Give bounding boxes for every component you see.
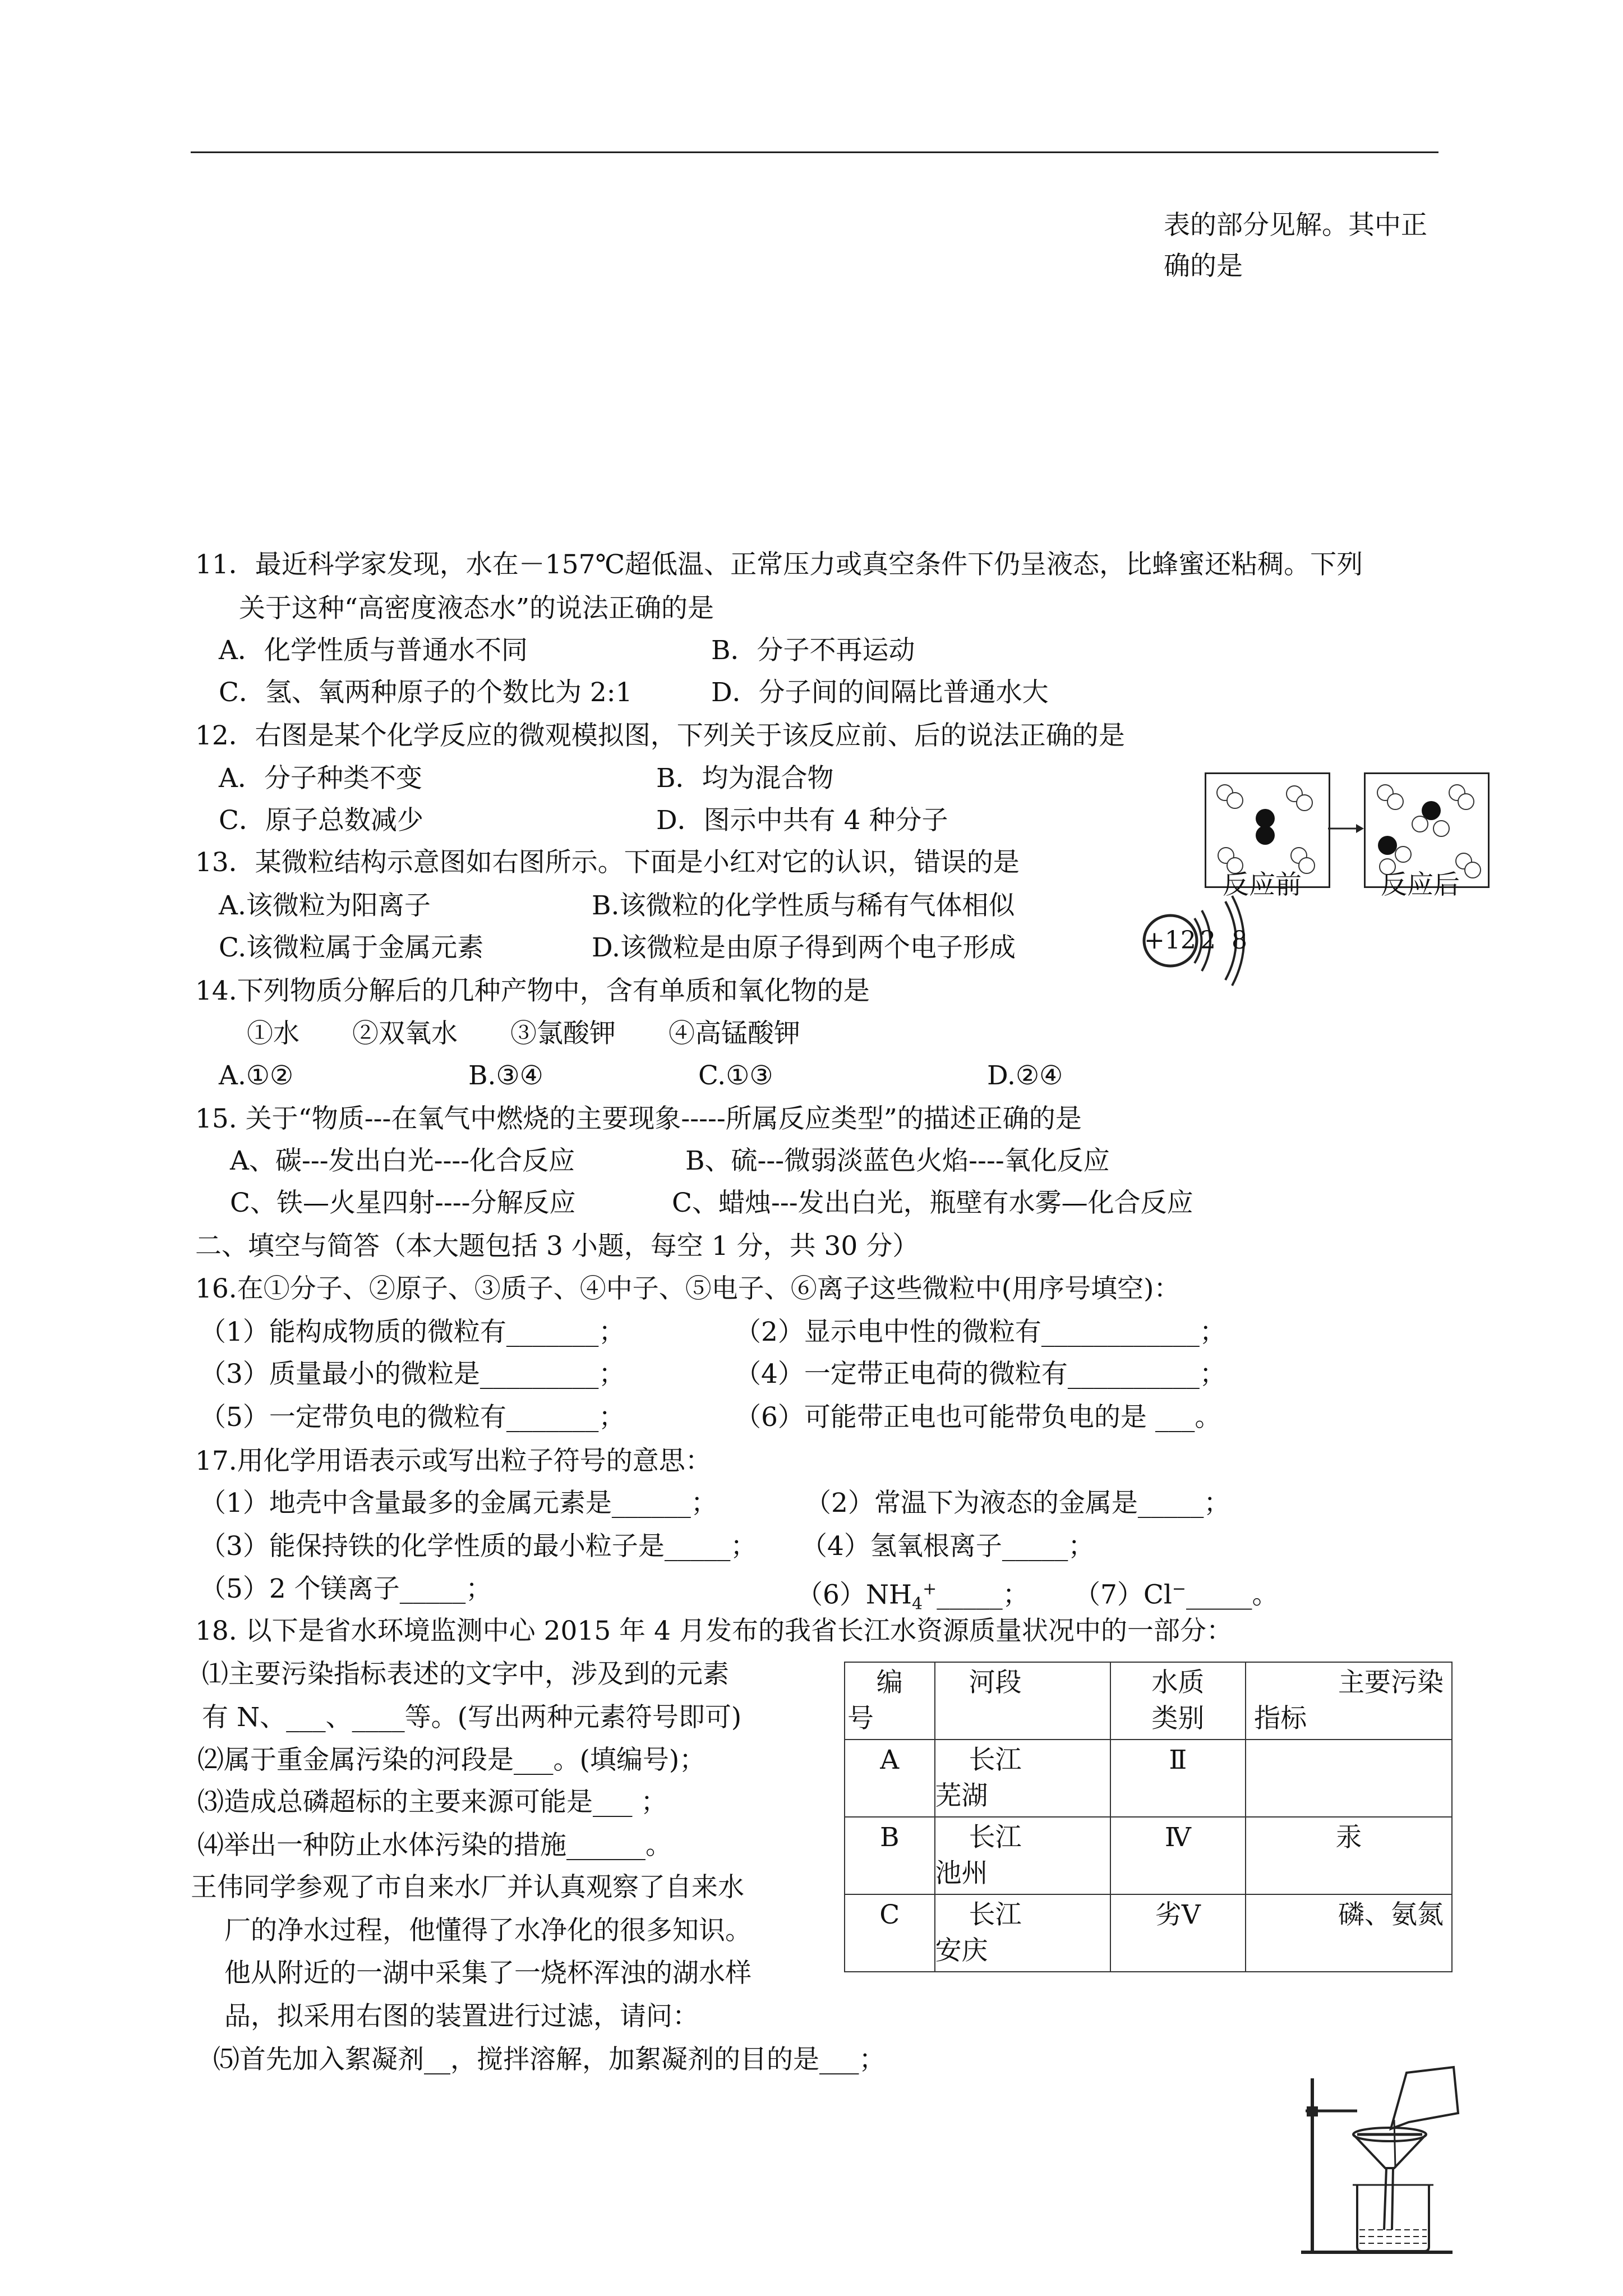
cell-id: C — [845, 1894, 935, 1972]
header-rule — [191, 151, 1438, 153]
q12-option-c: C．原子总数减少 — [219, 805, 423, 836]
q11-stem-2: 关于这种“高密度液态水”的说法正确的是 — [239, 593, 714, 624]
atom-icon — [1296, 794, 1313, 811]
q14-option-b: B.③④ — [468, 1060, 543, 1091]
water-quality-table — [844, 1662, 1453, 1972]
q14-option-d: D.②④ — [987, 1060, 1063, 1091]
q15-stem: 15. 关于“物质---在氧气中燃烧的主要现象-----所属反应类型”的描述正确的是 — [195, 1103, 1082, 1134]
atom-icon — [1433, 820, 1450, 837]
header-text-1: 表的部分见解。其中正 — [1164, 210, 1427, 241]
header-cell-river: 河段 — [935, 1662, 1110, 1740]
cell-pollutant: 磷、氨氮 — [1246, 1894, 1452, 1972]
table-header-row — [845, 1662, 1452, 1740]
header-cell-quality: 水质 类别 — [1110, 1662, 1246, 1740]
q16-part-2: （2）显示电中性的微粒有____________； — [735, 1317, 1226, 1347]
q17-part-2: （2）常温下为液态的金属是_____； — [805, 1488, 1230, 1519]
q11-stem-1: 11．最近科学家发现，水在－157℃超低温、正常压力或真空条件下仍呈液态，比蜂蜜还粘稠。下列 — [195, 549, 1363, 580]
q15-option-a: A、碳---发出白光----化合反应 — [230, 1145, 575, 1176]
q14-stem: 14.下列物质分解后的几种产物中，含有单质和氧化物的是 — [195, 976, 870, 1006]
q14-items: ①水 ②双氧水 ③氯酸钾 ④高锰酸钾 — [247, 1018, 800, 1049]
fig-label-after: 反应后 — [1381, 869, 1460, 900]
cell-quality: Ⅱ — [1110, 1740, 1246, 1817]
cell-river: 长江 芜湖 — [935, 1740, 1110, 1817]
q12-option-d: D．图示中共有 4 种分子 — [656, 805, 948, 836]
fig-label-before: 反应前 — [1223, 869, 1302, 900]
cell-pollutant — [1246, 1740, 1452, 1817]
q15-option-b: B、硫---微弱淡蓝色火焰----氧化反应 — [685, 1145, 1110, 1176]
section-2-title: 二、填空与简答（本大题包括 3 小题，每空 1 分，共 30 分） — [195, 1231, 919, 1262]
q15-option-c: C、铁—火星四射----分解反应 — [230, 1188, 576, 1218]
shell-1-count: 2 — [1200, 926, 1216, 955]
table-row — [845, 1740, 1452, 1817]
atom-icon — [1256, 809, 1275, 828]
q18-part-1a: ⑴主要污染指标表述的文字中，涉及到的元素 — [202, 1659, 729, 1690]
q18-part-3: ⑶造成总磷超标的主要来源可能是___ ； — [197, 1787, 667, 1818]
q18-part-4: ⑷举出一种防止水体污染的措施______。 — [197, 1830, 672, 1861]
q14-option-a: A.①② — [219, 1060, 294, 1091]
nucleus-charge: +12 — [1144, 926, 1196, 955]
table-row — [845, 1894, 1452, 1972]
atom-icon — [1395, 846, 1412, 863]
q11-option-c: C．氢、氧两种原子的个数比为 2:1 — [219, 677, 633, 708]
q18-stem: 18. 以下是省水环境监测中心 2015 年 4 月发布的我省长江水资源质量状况中的一部分： — [195, 1616, 1233, 1646]
q17-part-1: （1）地壳中含量最多的金属元素是______； — [200, 1488, 717, 1519]
q18-part-5: ⑸首先加入絮凝剂__，搅拌溶解，加絮凝剂的目的是___； — [213, 2044, 886, 2075]
q18-para-1: 王伟同学参观了市自来水厂并认真观察了自来水 — [191, 1872, 744, 1903]
q13-option-d: D.该微粒是由原子得到两个电子形成 — [592, 932, 1016, 963]
header-cell-pollutant: 主要污染 指标 — [1246, 1662, 1452, 1740]
cell-river: 长江 池州 — [935, 1817, 1110, 1894]
q17-part-6: $(6)NH_4^+\_\_\_\_\_$； — [796, 1579, 1029, 1614]
atom-icon — [1378, 836, 1397, 855]
q18-para-4: 品，拟采用右图的装置进行过滤，请问： — [224, 2001, 699, 2032]
q18-para-2: 厂的净水过程，他懂得了水净化的很多知识。 — [224, 1915, 751, 1946]
atom-icon — [1387, 793, 1404, 810]
q13-option-b: B.该微粒的化学性质与稀有气体相似 — [592, 890, 1015, 921]
cell-id: B — [845, 1817, 935, 1894]
atom-icon — [1256, 826, 1275, 845]
cell-id: A — [845, 1740, 935, 1817]
q18-para-3: 他从附近的一湖中采集了一烧杯浑浊的湖水样 — [224, 1958, 751, 1989]
q16-part-4: （4）一定带正电荷的微粒有__________； — [735, 1359, 1226, 1389]
q16-stem: 16.在①分子、②原子、③质子、④中子、⑤电子、⑥离子这些微粒中(用序号填空)： — [195, 1273, 1181, 1304]
q18-part-1b: 有 N、___、____等。(写出两种元素符号即可) — [202, 1702, 742, 1733]
q17-part-5: （5）2 个镁离子_____； — [200, 1573, 492, 1604]
cell-quality: Ⅳ — [1110, 1817, 1246, 1894]
q13-option-c: C.该微粒属于金属元素 — [219, 932, 484, 963]
q17-part-7: （7）Cl−_____。 — [1074, 1579, 1279, 1611]
q11-option-a: A．化学性质与普通水不同 — [219, 635, 528, 666]
q13-stem: 13．某微粒结构示意图如右图所示。下面是小红对它的认识，错误的是 — [195, 847, 1020, 878]
q12-stem: 12．右图是某个化学反应的微观模拟图，下列关于该反应前、后的说法正确的是 — [195, 720, 1125, 751]
atom-icon — [1227, 792, 1243, 809]
q16-part-1: （1）能构成物质的微粒有_______； — [200, 1317, 625, 1347]
cell-quality: 劣Ⅴ — [1110, 1894, 1246, 1972]
shell-2-count: 8 — [1232, 926, 1247, 955]
q14-option-c: C.①③ — [698, 1060, 773, 1091]
table-row — [845, 1817, 1452, 1894]
q13-option-a: A.该微粒为阳离子 — [219, 890, 431, 921]
atom-icon — [1458, 793, 1474, 810]
q17-part-4: （4）氢氧根离子_____； — [801, 1531, 1095, 1562]
q12-option-a: A．分子种类不变 — [219, 763, 422, 794]
cell-pollutant: 汞 — [1246, 1817, 1452, 1894]
q17-stem: 17.用化学用语表示或写出粒子符号的意思： — [195, 1446, 712, 1476]
header-cell-id: 编 号 — [845, 1662, 935, 1740]
atom-icon — [1464, 862, 1481, 878]
header-text-2: 确的是 — [1164, 251, 1243, 282]
q15-option-d: C、蜡烛---发出白光，瓶壁有水雾—化合反应 — [672, 1188, 1193, 1218]
q12-option-b: B．均为混合物 — [656, 763, 834, 794]
atom-icon — [1412, 816, 1428, 832]
q11-option-d: D．分子间的间隔比普通水大 — [711, 677, 1049, 708]
q16-part-3: （3）质量最小的微粒是_________； — [200, 1359, 625, 1389]
filtration-apparatus-icon — [1290, 2062, 1475, 2275]
q16-part-6: （6）可能带正电也可能带负电的是 ___。 — [735, 1402, 1221, 1433]
cell-river: 长江 安庆 — [935, 1894, 1110, 1972]
q16-part-5: （5）一定带负电的微粒有_______； — [200, 1402, 625, 1433]
q11-option-b: B．分子不再运动 — [711, 635, 915, 666]
q17-part-3: （3）能保持铁的化学性质的最小粒子是_____； — [200, 1531, 757, 1562]
q18-part-2: ⑵属于重金属污染的河段是___。(填编号)； — [197, 1745, 706, 1775]
arrow-icon — [1328, 820, 1364, 837]
